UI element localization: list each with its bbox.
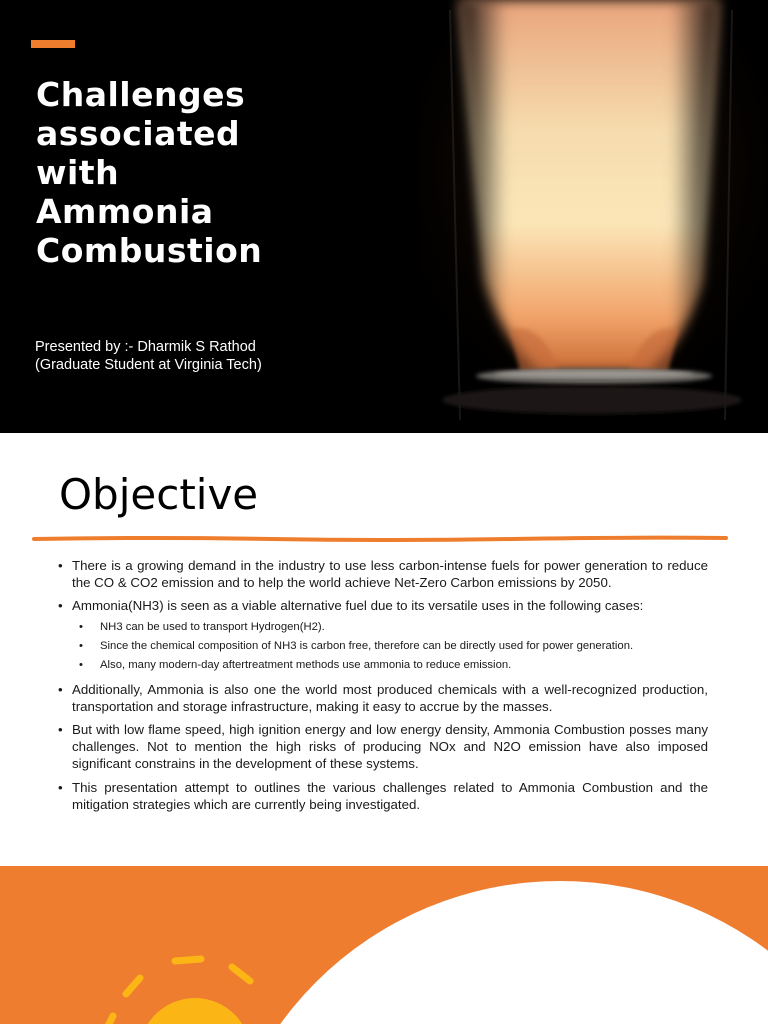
objective-title: Objective	[59, 470, 259, 519]
sun-icon	[108, 959, 251, 1024]
list-item	[58, 721, 708, 773]
accent-bar	[31, 40, 75, 48]
sub-bullet-list	[72, 618, 708, 675]
white-arc-shape	[215, 881, 768, 1024]
bullet-text: There is a growing demand in the industry to use less carbon-intense fuels for power generation to reduce the CO & CO2 emission and to help the world achieve Net-Zero Carbon emissions by 2050.	[72, 558, 708, 591]
bullet-text: Additionally, Ammonia is also one the world most produced chemicals with a well-recognized production, transportation and storage infrastructure, making it easy to accrue by the masses.	[72, 681, 708, 714]
closing-slide-graphic	[0, 866, 768, 1024]
presenter-info	[35, 338, 262, 374]
title-slide	[0, 0, 768, 433]
objective-slide	[0, 433, 768, 865]
presenter-name: Presented by :- Dharmik S Rathod	[35, 339, 256, 355]
list-item	[58, 779, 708, 813]
list-item	[58, 681, 708, 715]
list-item	[58, 597, 708, 674]
bullet-text: This presentation attempt to outlines the various challenges related to Ammonia Combustion and the mitigation strategies which are currently being investigated.	[72, 779, 708, 812]
slide-title: Challenges associated with Ammonia Combustion	[36, 75, 263, 270]
sub-list-item: • Also, many modern-day aftertreatment methods use ammonia to reduce emission.	[72, 656, 708, 675]
sub-list-item: • Since the chemical composition of NH3 is carbon free, therefore can be directly used for power generation.	[72, 637, 708, 656]
presenter-affiliation: (Graduate Student at Virginia Tech)	[35, 357, 262, 373]
bullet-text: Ammonia(NH3) is seen as a viable alternative fuel due to its versatile uses in the following cases:	[72, 598, 644, 614]
bullet-text: But with low flame speed, high ignition energy and low energy density, Ammonia Combustion posses many challenges. Not to mention the high risks of producing NOx and N2O emission have also imposed significant constrains in the development of these systems.	[72, 722, 708, 772]
list-item	[58, 557, 708, 591]
sub-list-item: • NH3 can be used to transport Hydrogen(H2).	[72, 618, 708, 637]
ammonia-flame-photo	[420, 0, 768, 433]
title-underline	[32, 535, 728, 543]
closing-slide	[0, 866, 768, 1024]
objective-bullets	[58, 557, 708, 819]
